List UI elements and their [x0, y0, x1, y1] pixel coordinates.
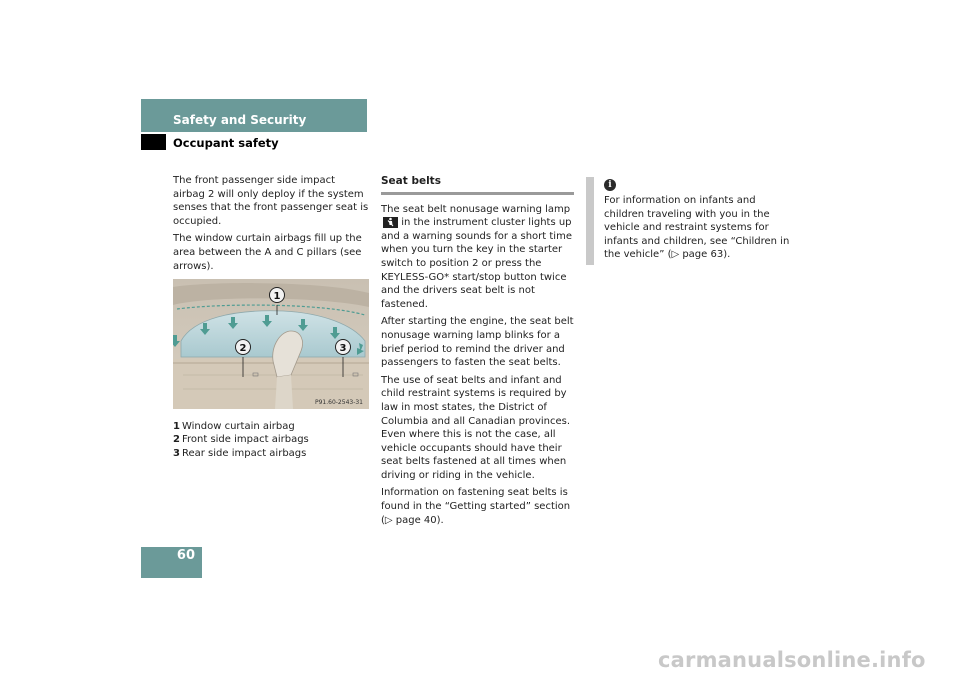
middle-paragraph-3: The use of seat belts and infant and child restraint systems is required by law in most states, the District of Columbia and all Canadian provinces. Even where this is not the case, all vehicle occupants should have their seat belts fastened at all times when driving or riding in the vehicle. [381, 374, 571, 481]
left-column [173, 174, 369, 461]
legend-item: 2 Front side impact airbags [173, 434, 309, 446]
info-note [604, 178, 794, 266]
seatbelt-warning-icon [383, 217, 398, 228]
middle-paragraph-2: After starting the engine, the seat belt nonusage warning lamp blinks for a brief period to remind the driver and passengers to fasten the seat belts. [381, 316, 574, 369]
left-paragraph-1: The front passenger side impact airbag 2 will only deploy if the system senses that the front passenger seat is occupied. [173, 175, 369, 227]
middle-column [381, 175, 577, 531]
figure-legend [173, 420, 369, 461]
info-note-bar [586, 177, 594, 265]
section-header-subtitle: Occupant safety [173, 136, 279, 150]
section-title-seat-belts: Seat belts [381, 175, 441, 187]
middle-paragraph-1: The seat belt nonusage warning lamp in the instrument cluster lights up and a warning sounds for a short time when you turn the key in the starter switch to position 2 or press the KEYLESS-GO* start/stop button twice and the drivers seat belt is not fastened. [381, 203, 572, 310]
watermark: carmanualsonline.info [658, 648, 926, 672]
middle-paragraph-4: Information on fastening seat belts is found in the “Getting started” section (▷ page 40). [381, 487, 571, 526]
section-divider [381, 192, 574, 195]
info-note-text: For information on infants and children traveling with you in the vehicle and restraint systems for infants and children, see “Children in the vehicle” (▷ page 63). [604, 195, 790, 261]
svg-text:2: 2 [239, 343, 247, 355]
left-paragraph-2: The window curtain airbags fill up the area between the A and C pillars (see arrows). [173, 233, 362, 272]
svg-text:1: 1 [273, 291, 281, 303]
page-number: 60 [176, 548, 195, 563]
airbag-illustration [173, 279, 369, 409]
section-header-title: Safety and Security [173, 113, 307, 127]
info-icon: i [604, 179, 616, 191]
legend-item: 1 Window curtain airbag [173, 420, 295, 432]
figure-code: P91.60-2543-31 [314, 399, 363, 407]
header-tab-marker [141, 134, 166, 150]
svg-text:3: 3 [339, 343, 347, 355]
legend-item: 3 Rear side impact airbags [173, 447, 307, 459]
